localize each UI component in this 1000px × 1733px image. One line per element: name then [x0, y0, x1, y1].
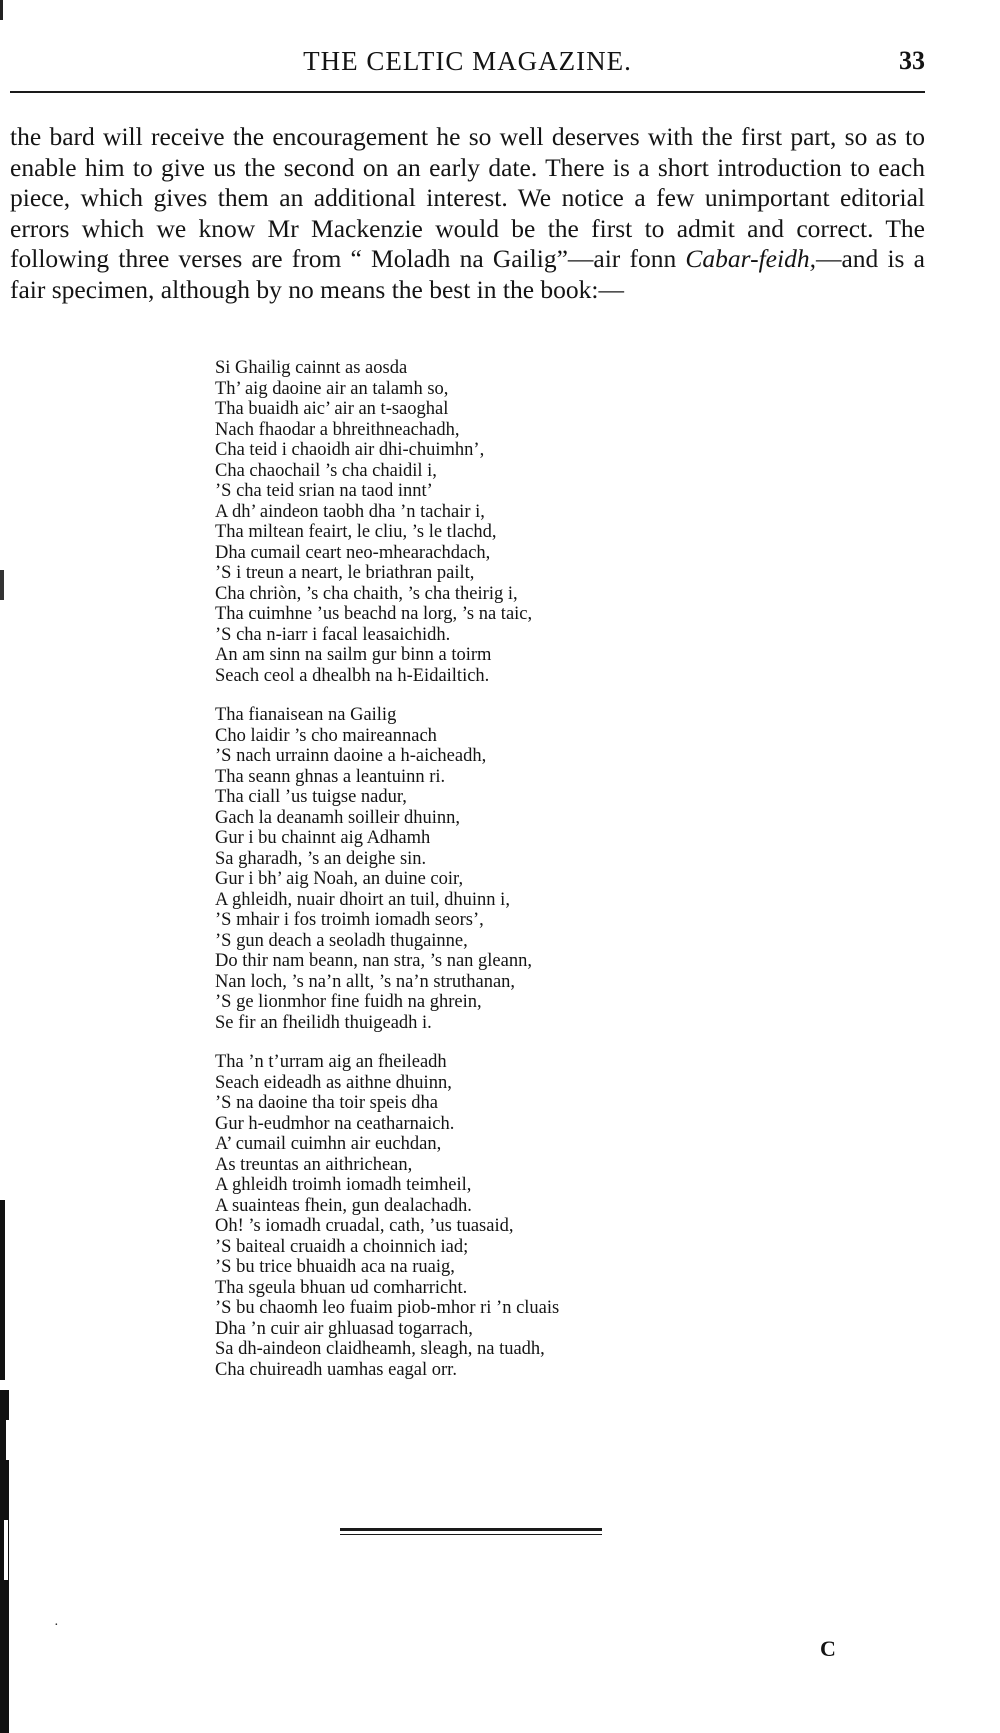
- poem-line: Sa dh-aindeon claidheamh, sleagh, na tuadh,: [215, 1339, 545, 1359]
- poem-line: Sa gharadh, ’s an deighe sin.: [215, 848, 427, 869]
- poem-line: Si Ghailig cainnt as aosda: [215, 358, 408, 378]
- poem: [215, 358, 735, 1399]
- poem-line: Tha ’n t’urram aig an fheileadh: [215, 1052, 447, 1072]
- poem-line: A suainteas fhein, gun dealachadh.: [215, 1195, 472, 1216]
- poem-line: Tha ciall ’us tuigse nadur,: [215, 787, 407, 807]
- stray-mark: ·: [54, 1618, 59, 1633]
- poem-line: A ghleidh troimh iomadh teimheil,: [215, 1175, 472, 1195]
- poem-line: A dh’ aindeon taobh dha ’n tachair i,: [215, 501, 485, 522]
- poem-line: Gur i bh’ aig Noah, an duine coir,: [215, 869, 464, 889]
- poem-line: ’S gun deach a seoladh thugainne,: [215, 930, 468, 951]
- end-rule-thick: [340, 1528, 602, 1531]
- poem-line: Oh! ’s iomadh cruadal, cath, ’us tuasaid,: [215, 1216, 514, 1236]
- poem-line: Dha cumail ceart neo-mhearachdach,: [215, 542, 491, 563]
- poem-line: A ghleidh, nuair dhoirt an tuil, dhuinn i,: [215, 889, 510, 910]
- poem-line: A’ cumail cuimhn air euchdan,: [215, 1134, 442, 1154]
- poem-line: Gach la deanamh soilleir dhuinn,: [215, 807, 461, 828]
- poem-line: Nan loch, ’s na’n allt, ’s na’n struthanan,: [215, 971, 516, 992]
- tune-name: Cabar-feidh,: [685, 244, 816, 273]
- poem-stanza: [215, 358, 735, 686]
- poem-line: Do thir nam beann, nan stra, ’s nan gleann,: [215, 951, 532, 971]
- poem-line: ’S cha teid srian na taod innt’: [215, 481, 433, 501]
- section-end-rule: [340, 1528, 602, 1535]
- poem-line: Nach fhaodar a bhreithneachadh,: [215, 419, 460, 440]
- poem-line: Seach eideadh as aithne dhuinn,: [215, 1072, 452, 1093]
- poem-line: ’S nach urrainn daoine a h-aicheadh,: [215, 746, 487, 766]
- poem-line: ’S mhair i fos troimh iomadh seors’,: [215, 910, 484, 930]
- poem-line: Cha chriòn, ’s cha chaith, ’s cha theirig i,: [215, 583, 518, 604]
- poem-line: ’S bu chaomh leo fuaim piob-mhor ri ’n cluais: [215, 1298, 560, 1318]
- signature-mark: C: [820, 1636, 836, 1661]
- body-paragraph: [10, 122, 925, 305]
- poem-line: Cho laidir ’s cho maireannach: [215, 725, 437, 746]
- poem-line: ’S baiteal cruaidh a choinnich iad;: [215, 1236, 469, 1257]
- poem-line: Cha chaochail ’s cha chaidil i,: [215, 460, 437, 481]
- poem-line: Seach ceol a dhealbh na h-Eidailtich.: [215, 665, 490, 686]
- poem-line: ’S i treun a neart, le briathran pailt,: [215, 563, 475, 583]
- running-header: [10, 46, 925, 92]
- poem-line: Tha cuimhne ’us beachd na lorg, ’s na taic,: [215, 604, 533, 624]
- poem-line: Th’ aig daoine air an talamh so,: [215, 378, 449, 399]
- poem-line: ’S bu trice bhuaidh aca na ruaig,: [215, 1257, 455, 1277]
- body-text-part-2: —and is a fair specimen, although by no means the best in the book:—: [10, 244, 925, 304]
- poem-line: ’S na daoine tha toir speis dha: [215, 1093, 438, 1113]
- poem-line: Tha sgeula bhuan ud comharricht.: [215, 1277, 468, 1298]
- poem-line: Tha fianaisean na Gailig: [215, 705, 397, 725]
- header-rule: [10, 91, 925, 93]
- body-text-part-1: the bard will receive the encouragement he so well deserves with the first part, so as to enable him to give us the second on an early date. There is a short introduction to each piece, which gives them an additional interest. We notice a few unimportant editorial errors which we know Mr Mackenzie would be the first to admit and correct. The following three verses are from “ Moladh na Gailig”—air fonn: [10, 122, 925, 273]
- poem-line: Tha seann ghnas a leantuinn ri.: [215, 766, 446, 787]
- poem-line: Dha ’n cuir air ghluasad togarrach,: [215, 1318, 473, 1339]
- poem-line: Tha miltean feairt, le cliu, ’s le tlachd,: [215, 522, 497, 542]
- poem-stanza: [215, 705, 735, 1033]
- poem-line: Cha chuireadh uamhas eagal orr.: [215, 1359, 457, 1380]
- poem-line: Tha buaidh aic’ air an t-saoghal: [215, 399, 449, 419]
- end-rule-thin: [340, 1534, 602, 1535]
- poem-line: Cha teid i chaoidh air dhi-chuimhn’,: [215, 440, 485, 460]
- poem-line: Se fir an fheilidh thuigeadh i.: [215, 1012, 432, 1033]
- poem-line: As treuntas an aithrichean,: [215, 1154, 413, 1175]
- poem-line: Gur i bu chainnt aig Adhamh: [215, 828, 431, 848]
- page-number: 33: [899, 46, 925, 75]
- running-title: THE CELTIC MAGAZINE.: [303, 46, 632, 76]
- poem-line: Gur h-eudmhor na ceatharnaich.: [215, 1113, 455, 1134]
- poem-line: An am sinn na sailm gur binn a toirm: [215, 645, 492, 665]
- poem-line: ’S cha n-iarr i facal leasaichidh.: [215, 624, 451, 645]
- poem-stanza: [215, 1052, 735, 1380]
- poem-line: ’S ge lionmhor fine fuidh na ghrein,: [215, 992, 482, 1012]
